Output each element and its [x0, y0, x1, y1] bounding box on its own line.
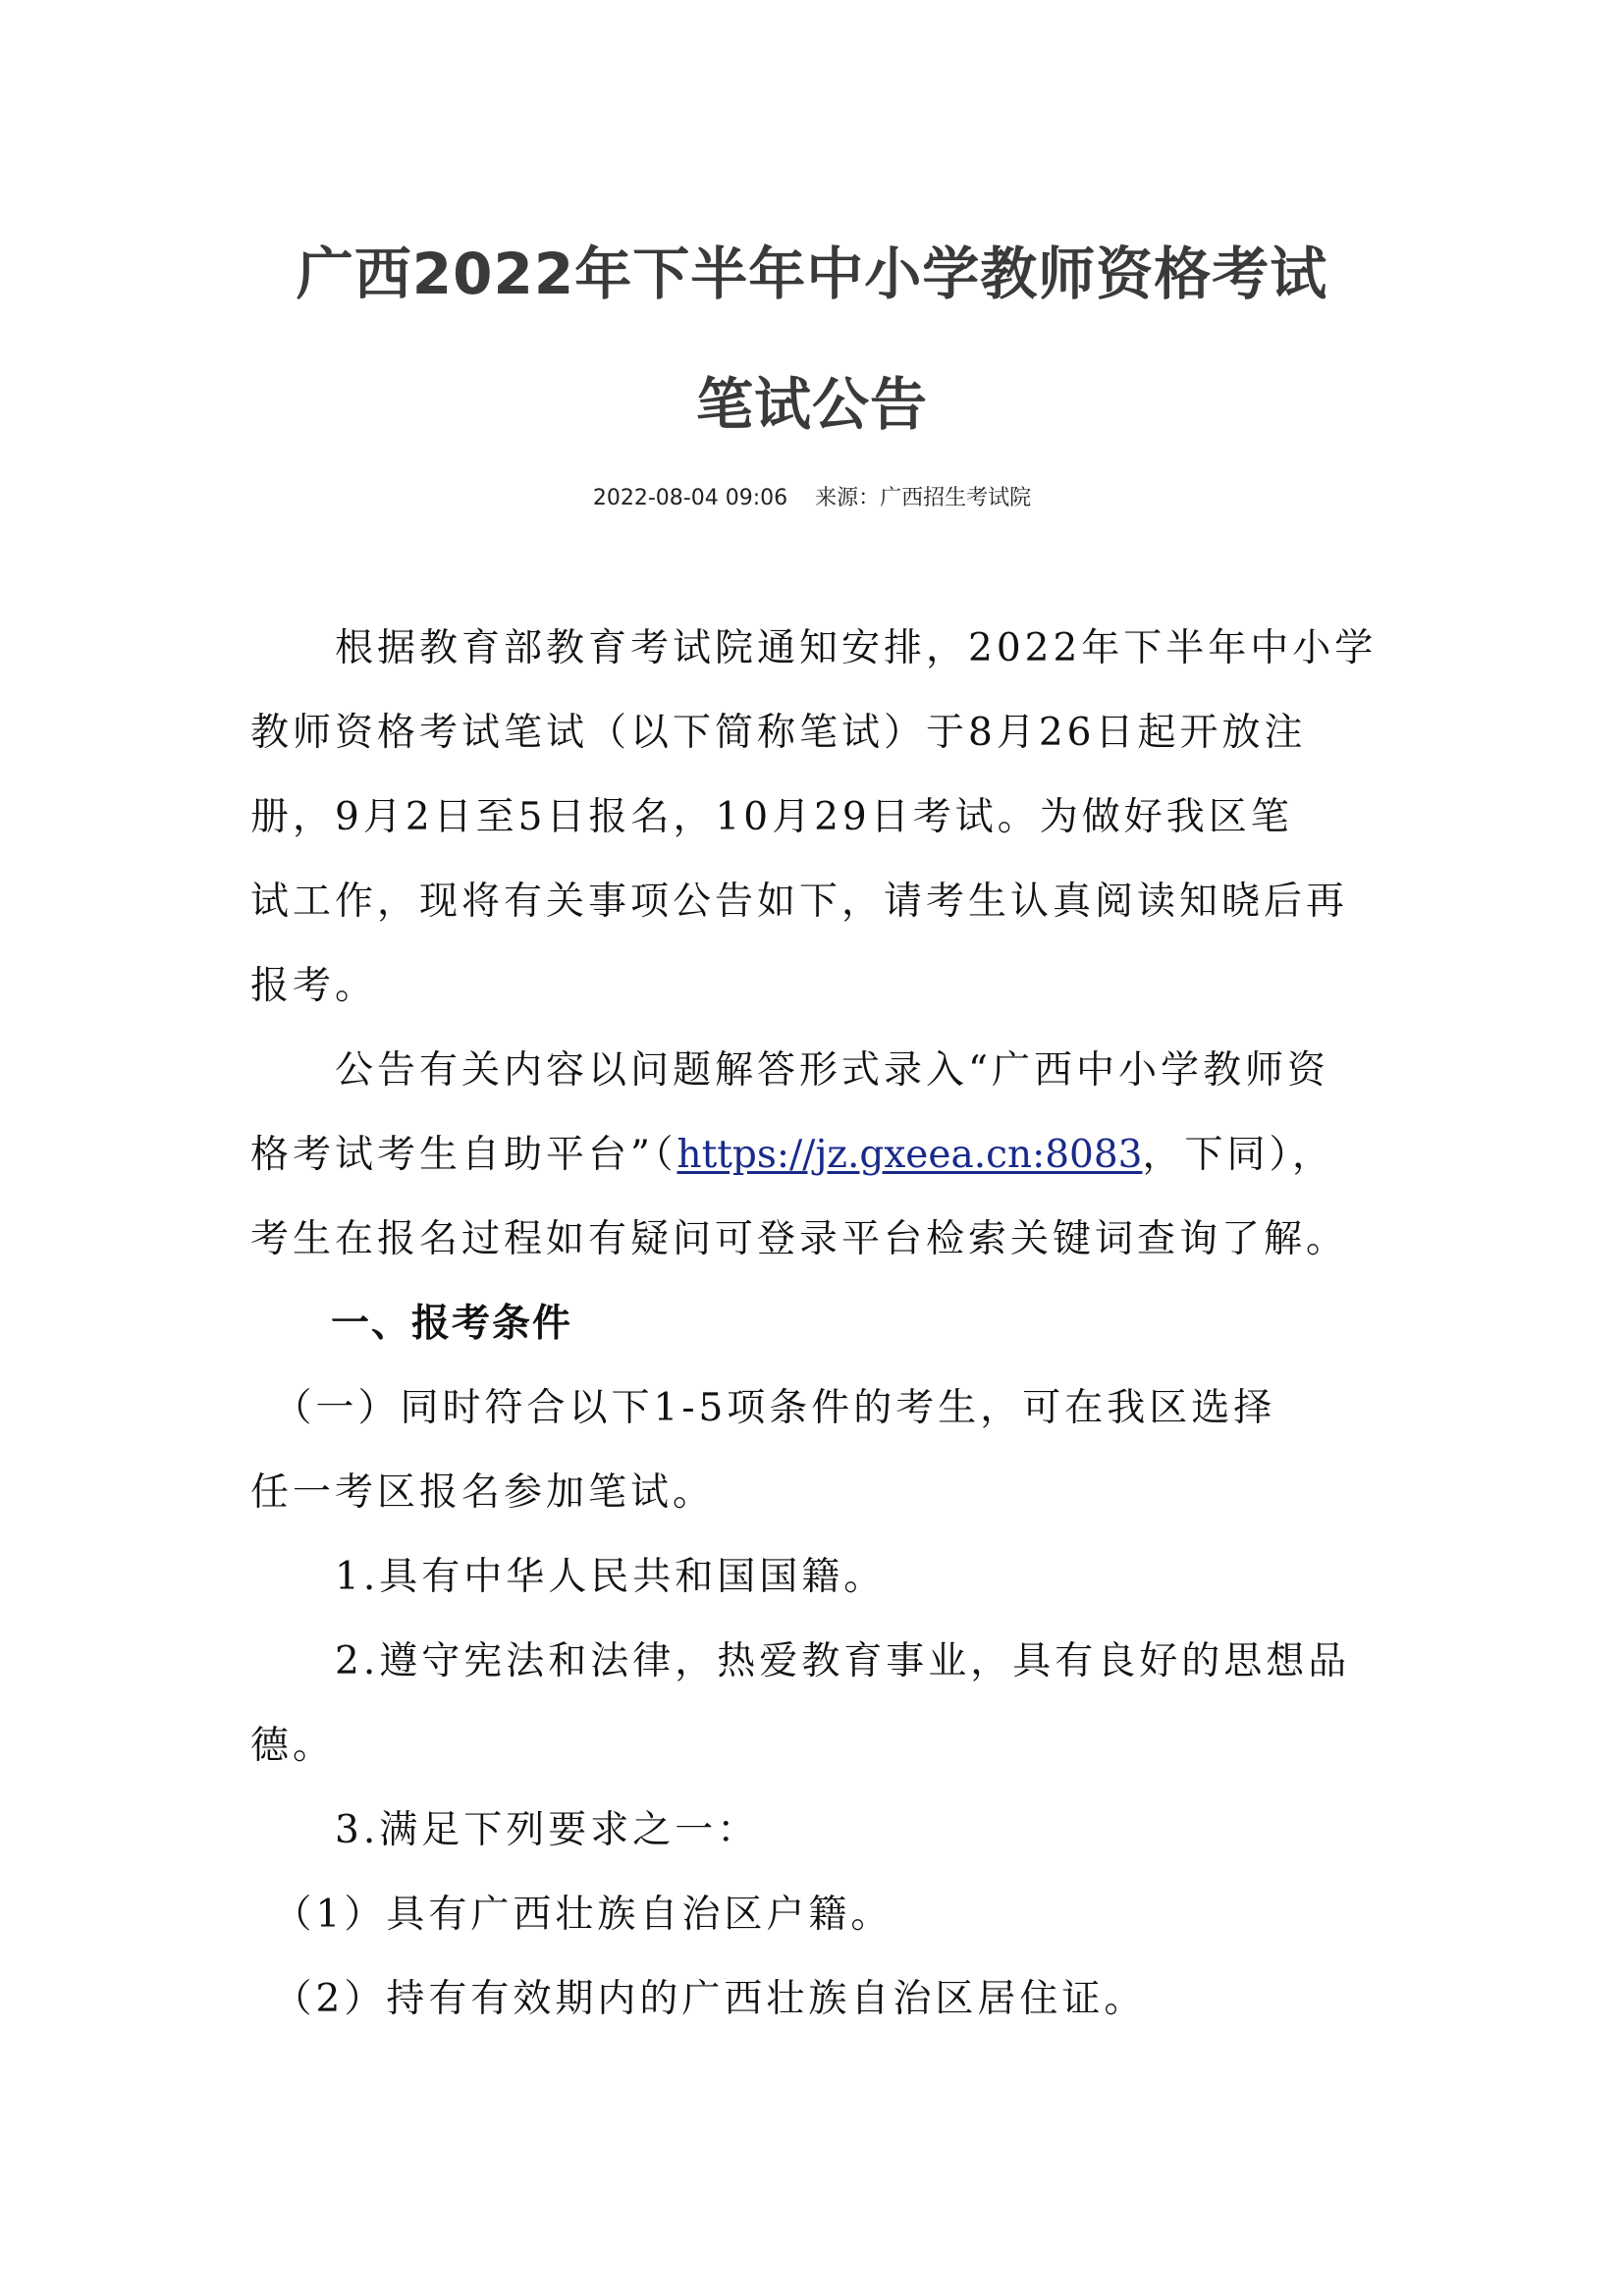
paragraph-1-line-1: 根据教育部教育考试院通知安排，2022年下半年中小学: [250, 626, 1378, 670]
paragraph-2-text-before-link: 格考试考生自助平台”（: [250, 1133, 677, 1177]
self-service-platform-link[interactable]: https://jz.gxeea.cn:8083: [677, 1133, 1143, 1177]
paragraph-2-text-after-link: ，下同），: [1142, 1133, 1334, 1177]
paragraph-2-line-3: 考生在报名过程如有疑问可登录平台检索关键词查询了解。: [250, 1217, 1349, 1261]
paragraph-2-line-1: 公告有关内容以问题解答形式录入“广西中小学教师资: [250, 1048, 1329, 1093]
section-heading-eligibility: 一、报考条件: [250, 1302, 573, 1346]
paragraph-2-line-2: [250, 1133, 1380, 1177]
paragraph-1-line-4: 试工作，现将有关事项公告如下，请考生认真阅读知晓后再: [250, 880, 1349, 924]
page-title-line-1: 广西2022年下半年中小学教师资格考试: [296, 240, 1328, 307]
publish-datetime: 2022-08-04 09:06: [592, 486, 788, 510]
publish-meta: [0, 481, 1624, 511]
publish-source: 来源：广西招生考试院: [815, 486, 1032, 510]
paragraph-1-line-3: 册，9月2日至5日报名，10月29日考试。为做好我区笔: [250, 795, 1293, 839]
condition-item-2-line-2: 德。: [250, 1724, 336, 1768]
condition-item-2-line-1: 2.遵守宪法和法律，热爱教育事业，具有良好的思想品: [250, 1639, 1351, 1683]
condition-item-3-1: （1）具有广西壮族自治区户籍。: [250, 1893, 893, 1937]
condition-item-1: 1.具有中华人民共和国国籍。: [250, 1555, 887, 1599]
page-title-line-2: 笔试公告: [695, 371, 928, 438]
paragraph-1-line-5: 报考。: [250, 964, 378, 1008]
condition-item-3: 3.满足下列要求之一：: [250, 1808, 760, 1852]
paragraph-1-line-2: 教师资格考试笔试（以下简称笔试）于8月26日起开放注: [250, 711, 1307, 755]
subsection-1-line-1: （一）同时符合以下1-5项条件的考生，可在我区选择: [250, 1386, 1276, 1430]
condition-item-3-2: （2）持有有效期内的广西壮族自治区居住证。: [250, 1977, 1147, 2021]
subsection-1-line-2: 任一考区报名参加笔试。: [250, 1470, 716, 1515]
